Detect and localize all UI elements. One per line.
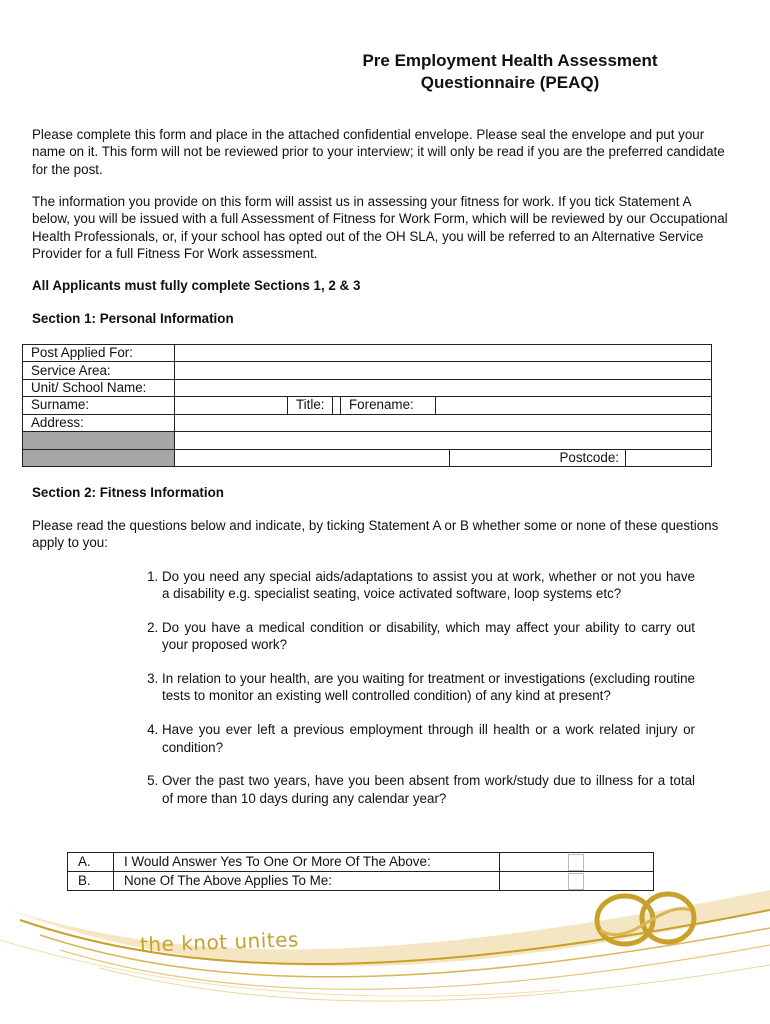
post-label: Post Applied For: bbox=[23, 345, 175, 362]
surname-label: Surname: bbox=[23, 397, 175, 414]
question-item: 4. Have you ever left a previous employment through ill health or a work related injury or condition? bbox=[162, 721, 695, 756]
address-grey-cell-2 bbox=[23, 449, 175, 466]
statement-b-text: None Of The Above Applies To Me: bbox=[114, 871, 500, 890]
tagline-logo: the knot unites bbox=[139, 927, 300, 957]
section2-intro: Please read the questions below and indicate, by ticking Statement A or B whether some or none of these questions apply to you: bbox=[32, 518, 719, 551]
postcode-label: Postcode: bbox=[450, 449, 626, 466]
page-title bbox=[300, 50, 720, 94]
forename-field[interactable] bbox=[436, 397, 712, 414]
title-line-2: Questionnaire (PEAQ) bbox=[420, 73, 600, 92]
service-area-field[interactable] bbox=[175, 362, 712, 379]
service-area-label: Service Area: bbox=[23, 362, 175, 379]
address-field-2[interactable] bbox=[175, 432, 712, 449]
address-field-3[interactable] bbox=[175, 449, 450, 466]
title-label: Title: bbox=[288, 397, 333, 414]
post-field[interactable] bbox=[175, 345, 712, 362]
statement-a-checkbox-cell[interactable] bbox=[500, 853, 654, 872]
statement-a-text: I Would Answer Yes To One Or More Of The Above: bbox=[114, 853, 500, 872]
branding-swoosh bbox=[0, 880, 770, 1024]
question-item: 5. Over the past two years, have you been absent from work/study due to illness for a total of more than 10 days during any calendar year? bbox=[162, 772, 695, 807]
question-item: 3. In relation to your health, are you waiting for treatment or investigations (excluding routine tests to monitor an existing well controlled condition) of any kind at present? bbox=[162, 670, 695, 705]
instructions-text: All Applicants must fully complete Sections 1, 2 & 3 bbox=[32, 278, 361, 293]
section1-heading: Section 1: Personal Information bbox=[32, 311, 234, 326]
title-line-1: Pre Employment Health Assessment bbox=[362, 51, 658, 70]
question-item: 2. Do you have a medical condition or disability, which may affect your ability to carry out your proposed work? bbox=[162, 619, 695, 654]
question-item: 1. Do you need any special aids/adaptations to assist you at work, whether or not you have a disability e.g. specialist seating, voice activated software, loop systems etc? bbox=[162, 568, 695, 603]
statement-a-checkbox[interactable] bbox=[568, 854, 584, 871]
intro-paragraph-1: Please complete this form and place in the attached confidential envelope. Please seal the envelope and put your name on it. This form will not be reviewed prior to your interview; it will only be read if you are the preferred candidate for the post. bbox=[32, 127, 725, 177]
unit-label: Unit/ School Name: bbox=[23, 379, 175, 396]
surname-field[interactable] bbox=[175, 397, 288, 414]
address-label: Address: bbox=[23, 414, 175, 431]
forename-label: Forename: bbox=[341, 397, 436, 414]
postcode-field[interactable] bbox=[626, 449, 712, 466]
unit-field[interactable] bbox=[175, 379, 712, 396]
address-grey-cell-1 bbox=[23, 432, 175, 449]
statement-b-letter: B. bbox=[68, 871, 114, 890]
title-field[interactable] bbox=[333, 397, 341, 414]
intro-paragraph-2: The information you provide on this form will assist us in assessing your fitness for work. If you tick Statement A below, you will be issued with a full Assessment of Fitness for Work Form, which will be reviewed by our Occupational Health Professionals, or, if your school has opted out of the OH SLA, you will be referred to an Alternative Service Provider for a full Fitness For Work assessment. bbox=[32, 194, 728, 261]
statement-a-letter: A. bbox=[68, 853, 114, 872]
section2-heading: Section 2: Fitness Information bbox=[32, 485, 224, 500]
address-field-1[interactable] bbox=[175, 414, 712, 431]
personal-info-table bbox=[22, 344, 712, 467]
questions-list bbox=[120, 568, 695, 823]
